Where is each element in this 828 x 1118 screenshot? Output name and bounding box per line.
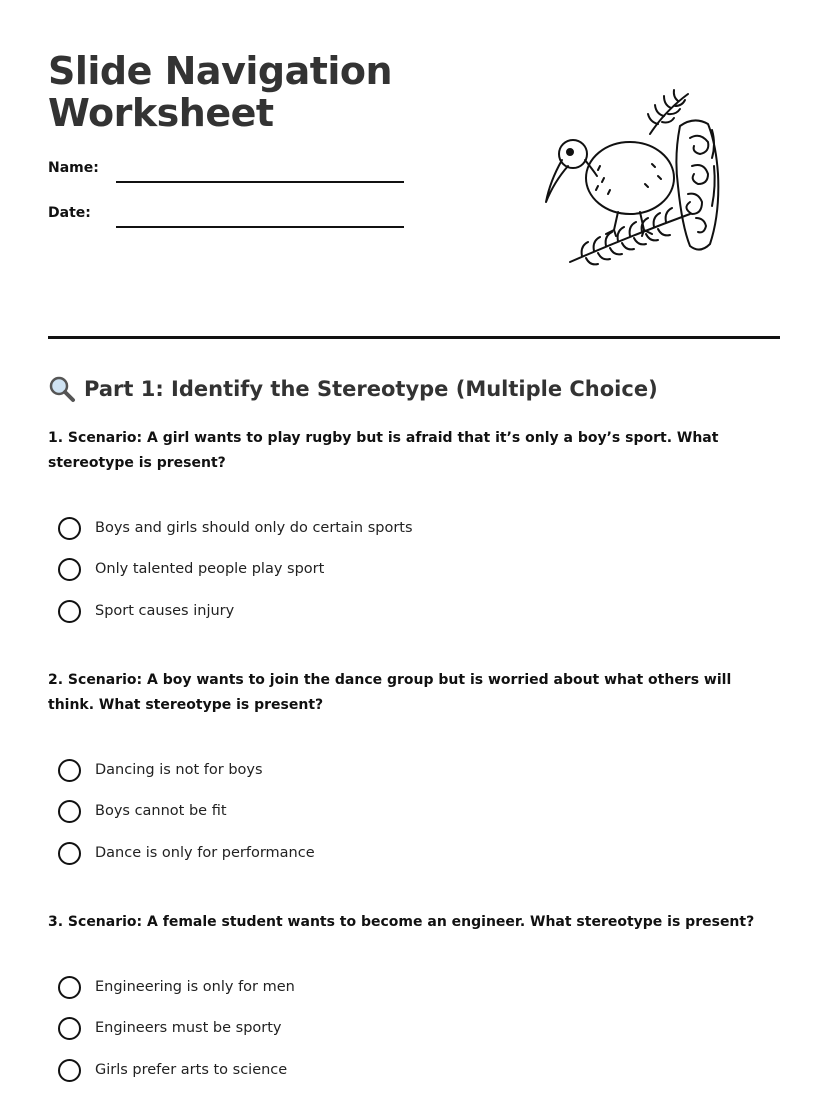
- option-label: Boys and girls should only do certain sports: [95, 520, 413, 536]
- option-label: Boys cannot be fit: [95, 803, 227, 819]
- name-label: Name:: [48, 160, 99, 176]
- radio-button[interactable]: [58, 1017, 81, 1040]
- magnifying-glass-icon: [48, 375, 76, 403]
- radio-button[interactable]: [58, 517, 81, 540]
- radio-button[interactable]: [58, 976, 81, 999]
- option-label: Sport causes injury: [95, 603, 235, 619]
- q2-option-3[interactable]: [58, 841, 315, 865]
- question-1: 1. Scenario: A girl wants to play rugby but is afraid that it’s only a boy’s sport. What stereotype is present?: [48, 430, 719, 471]
- option-label: Only talented people play sport: [95, 561, 325, 577]
- option-label: Girls prefer arts to science: [95, 1062, 288, 1078]
- q3-option-2[interactable]: [58, 1016, 282, 1040]
- q2-option-2[interactable]: [58, 799, 227, 823]
- question-2: 2. Scenario: A boy wants to join the dance group but is worried about what others will think. What stereotype is present?: [48, 672, 732, 713]
- kiwi-bird-illustration: [540, 86, 740, 270]
- part1-heading-text: Part 1: Identify the Stereotype (Multiple Choice): [84, 377, 658, 401]
- section-divider: [48, 336, 780, 339]
- q1-option-1[interactable]: [58, 516, 413, 540]
- q1-option-2[interactable]: [58, 557, 324, 581]
- name-field-line[interactable]: [116, 181, 404, 183]
- question-3: 3. Scenario: A female student wants to become an engineer. What stereotype is present?: [48, 914, 755, 930]
- radio-button[interactable]: [58, 800, 81, 823]
- option-label: Engineers must be sporty: [95, 1020, 282, 1036]
- q1-option-3[interactable]: [58, 599, 234, 623]
- option-label: Engineering is only for men: [95, 979, 295, 995]
- radio-button[interactable]: [58, 1059, 81, 1082]
- option-label: Dance is only for performance: [95, 845, 315, 861]
- radio-button[interactable]: [58, 600, 81, 623]
- radio-button[interactable]: [58, 842, 81, 865]
- q2-option-1[interactable]: [58, 758, 263, 782]
- q3-option-1[interactable]: [58, 975, 295, 999]
- date-field-line[interactable]: [116, 226, 404, 228]
- option-label: Dancing is not for boys: [95, 762, 263, 778]
- worksheet-title: Slide Navigation Worksheet: [48, 49, 393, 135]
- radio-button[interactable]: [58, 558, 81, 581]
- date-label: Date:: [48, 205, 91, 221]
- radio-button[interactable]: [58, 759, 81, 782]
- part1-heading: [48, 374, 658, 404]
- q3-option-3[interactable]: [58, 1058, 287, 1082]
